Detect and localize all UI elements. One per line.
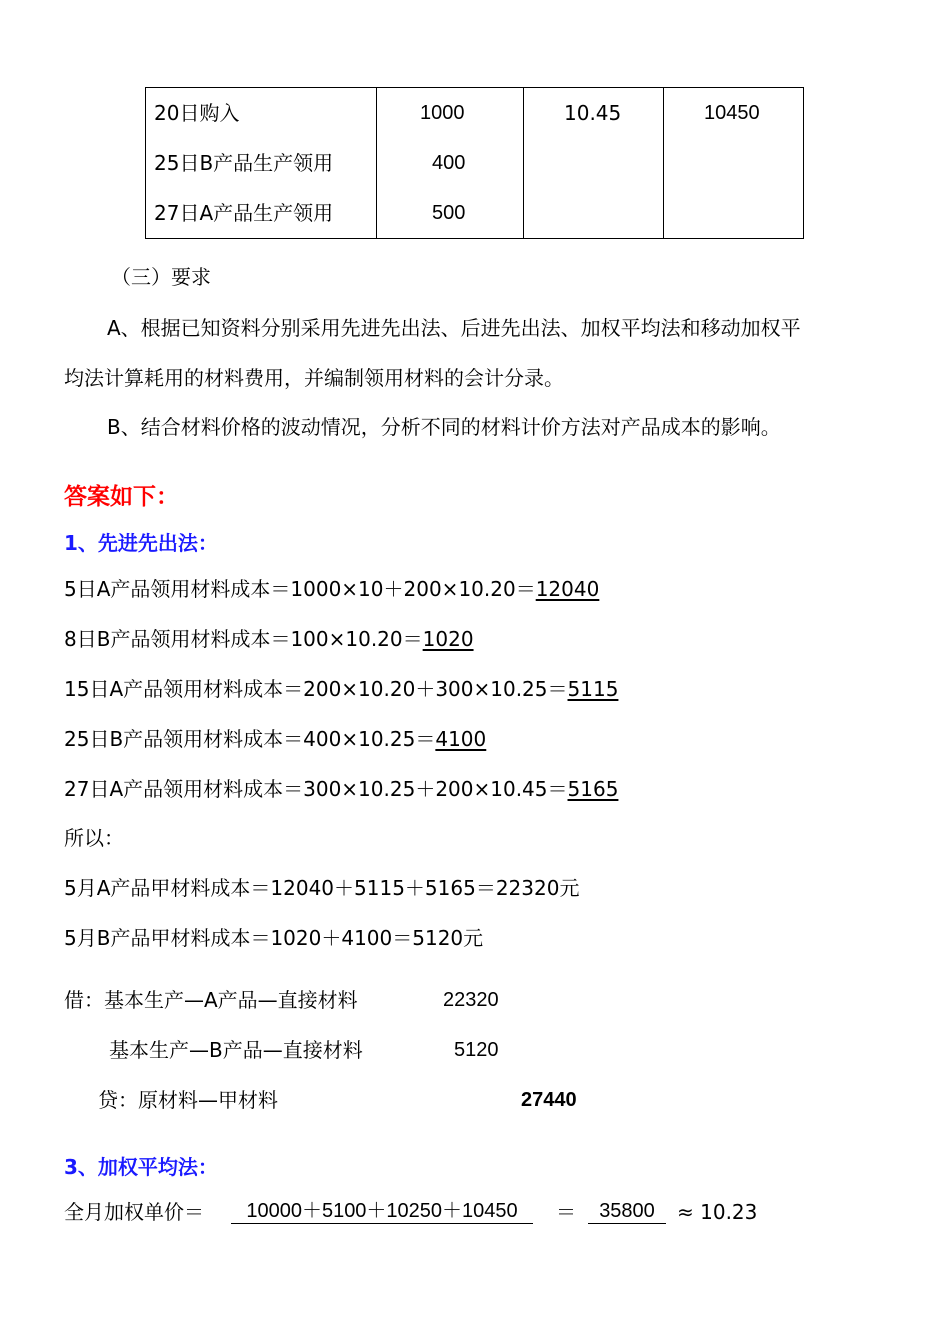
requirement-a-line2: 均法计算耗用的材料费用，并编制领用材料的会计分录。 (64, 366, 564, 390)
credit-amount: 27440 (521, 1089, 577, 1111)
debit-label: 借：基本生产—A产品—直接材料 (64, 988, 358, 1012)
wavg-heading: 3、加权平均法： (64, 1155, 218, 1179)
wavg-numerator: 10000＋5100＋10250＋10450 (231, 1199, 533, 1224)
requirements-heading: （三）要求 (111, 265, 211, 289)
total-b: 5月B产品甲材料成本＝1020＋4100＝5120元 (64, 926, 484, 950)
fifo-line-5: 27日A产品领用材料成本＝300×10.25＋200×10.45＝5165 (64, 777, 619, 801)
wavg-approx: ≈ 10.23 (677, 1200, 758, 1224)
table-cell: 10.45 (564, 101, 622, 125)
fifo-line-1: 5日A产品领用材料成本＝1000×10＋200×10.20＝12040 (64, 577, 600, 601)
fifo-result: 5165 (567, 777, 619, 801)
fifo-line-3: 15日A产品领用材料成本＝200×10.20＋300×10.25＝5115 (64, 677, 619, 701)
wavg-label: 全月加权单价＝ (64, 1200, 204, 1224)
qty-column (377, 88, 524, 239)
answer-title: 答案如下： (64, 483, 179, 509)
amount-column (664, 88, 804, 239)
fifo-result: 4100 (435, 727, 487, 751)
price-column (524, 88, 664, 239)
requirement-b: B、结合材料价格的波动情况，分析不同的材料计价方法对产品成本的影响。 (107, 415, 781, 439)
table-cell: 27日A产品生产领用 (154, 201, 334, 225)
total-a: 5月A产品甲材料成本＝12040＋5115＋5165＝22320元 (64, 876, 580, 900)
desc-column (146, 88, 377, 239)
table-cell: 20日购入 (154, 101, 240, 125)
material-table (145, 87, 804, 239)
table-cell: 500 (432, 202, 466, 224)
fifo-result: 5115 (567, 677, 619, 701)
fifo-heading: 1、先进先出法： (64, 531, 218, 555)
table-cell: 1000 (420, 102, 465, 124)
table-cell: 25日B产品生产领用 (154, 151, 334, 175)
wavg-numerator2: 35800 (588, 1199, 666, 1224)
fifo-result: 12040 (535, 577, 600, 601)
fifo-line-2: 8日B产品领用材料成本＝100×10.20＝1020 (64, 627, 474, 651)
table-cell: 10450 (704, 102, 760, 124)
wavg-equals: ＝ (556, 1200, 576, 1224)
debit2-label: 基本生产—B产品—直接材料 (109, 1038, 363, 1062)
requirement-a-line1: A、根据已知资料分别采用先进先出法、后进先出法、加权平均法和移动加权平 (107, 316, 801, 340)
debit2-amount: 5120 (454, 1039, 499, 1061)
table-cell: 400 (432, 152, 466, 174)
credit-label: 贷：原材料—甲材料 (98, 1088, 278, 1112)
debit-amount: 22320 (443, 989, 499, 1011)
fifo-line-4: 25日B产品领用材料成本＝400×10.25＝4100 (64, 727, 487, 751)
fifo-result: 1020 (422, 627, 474, 651)
so-label: 所以： (64, 826, 124, 850)
